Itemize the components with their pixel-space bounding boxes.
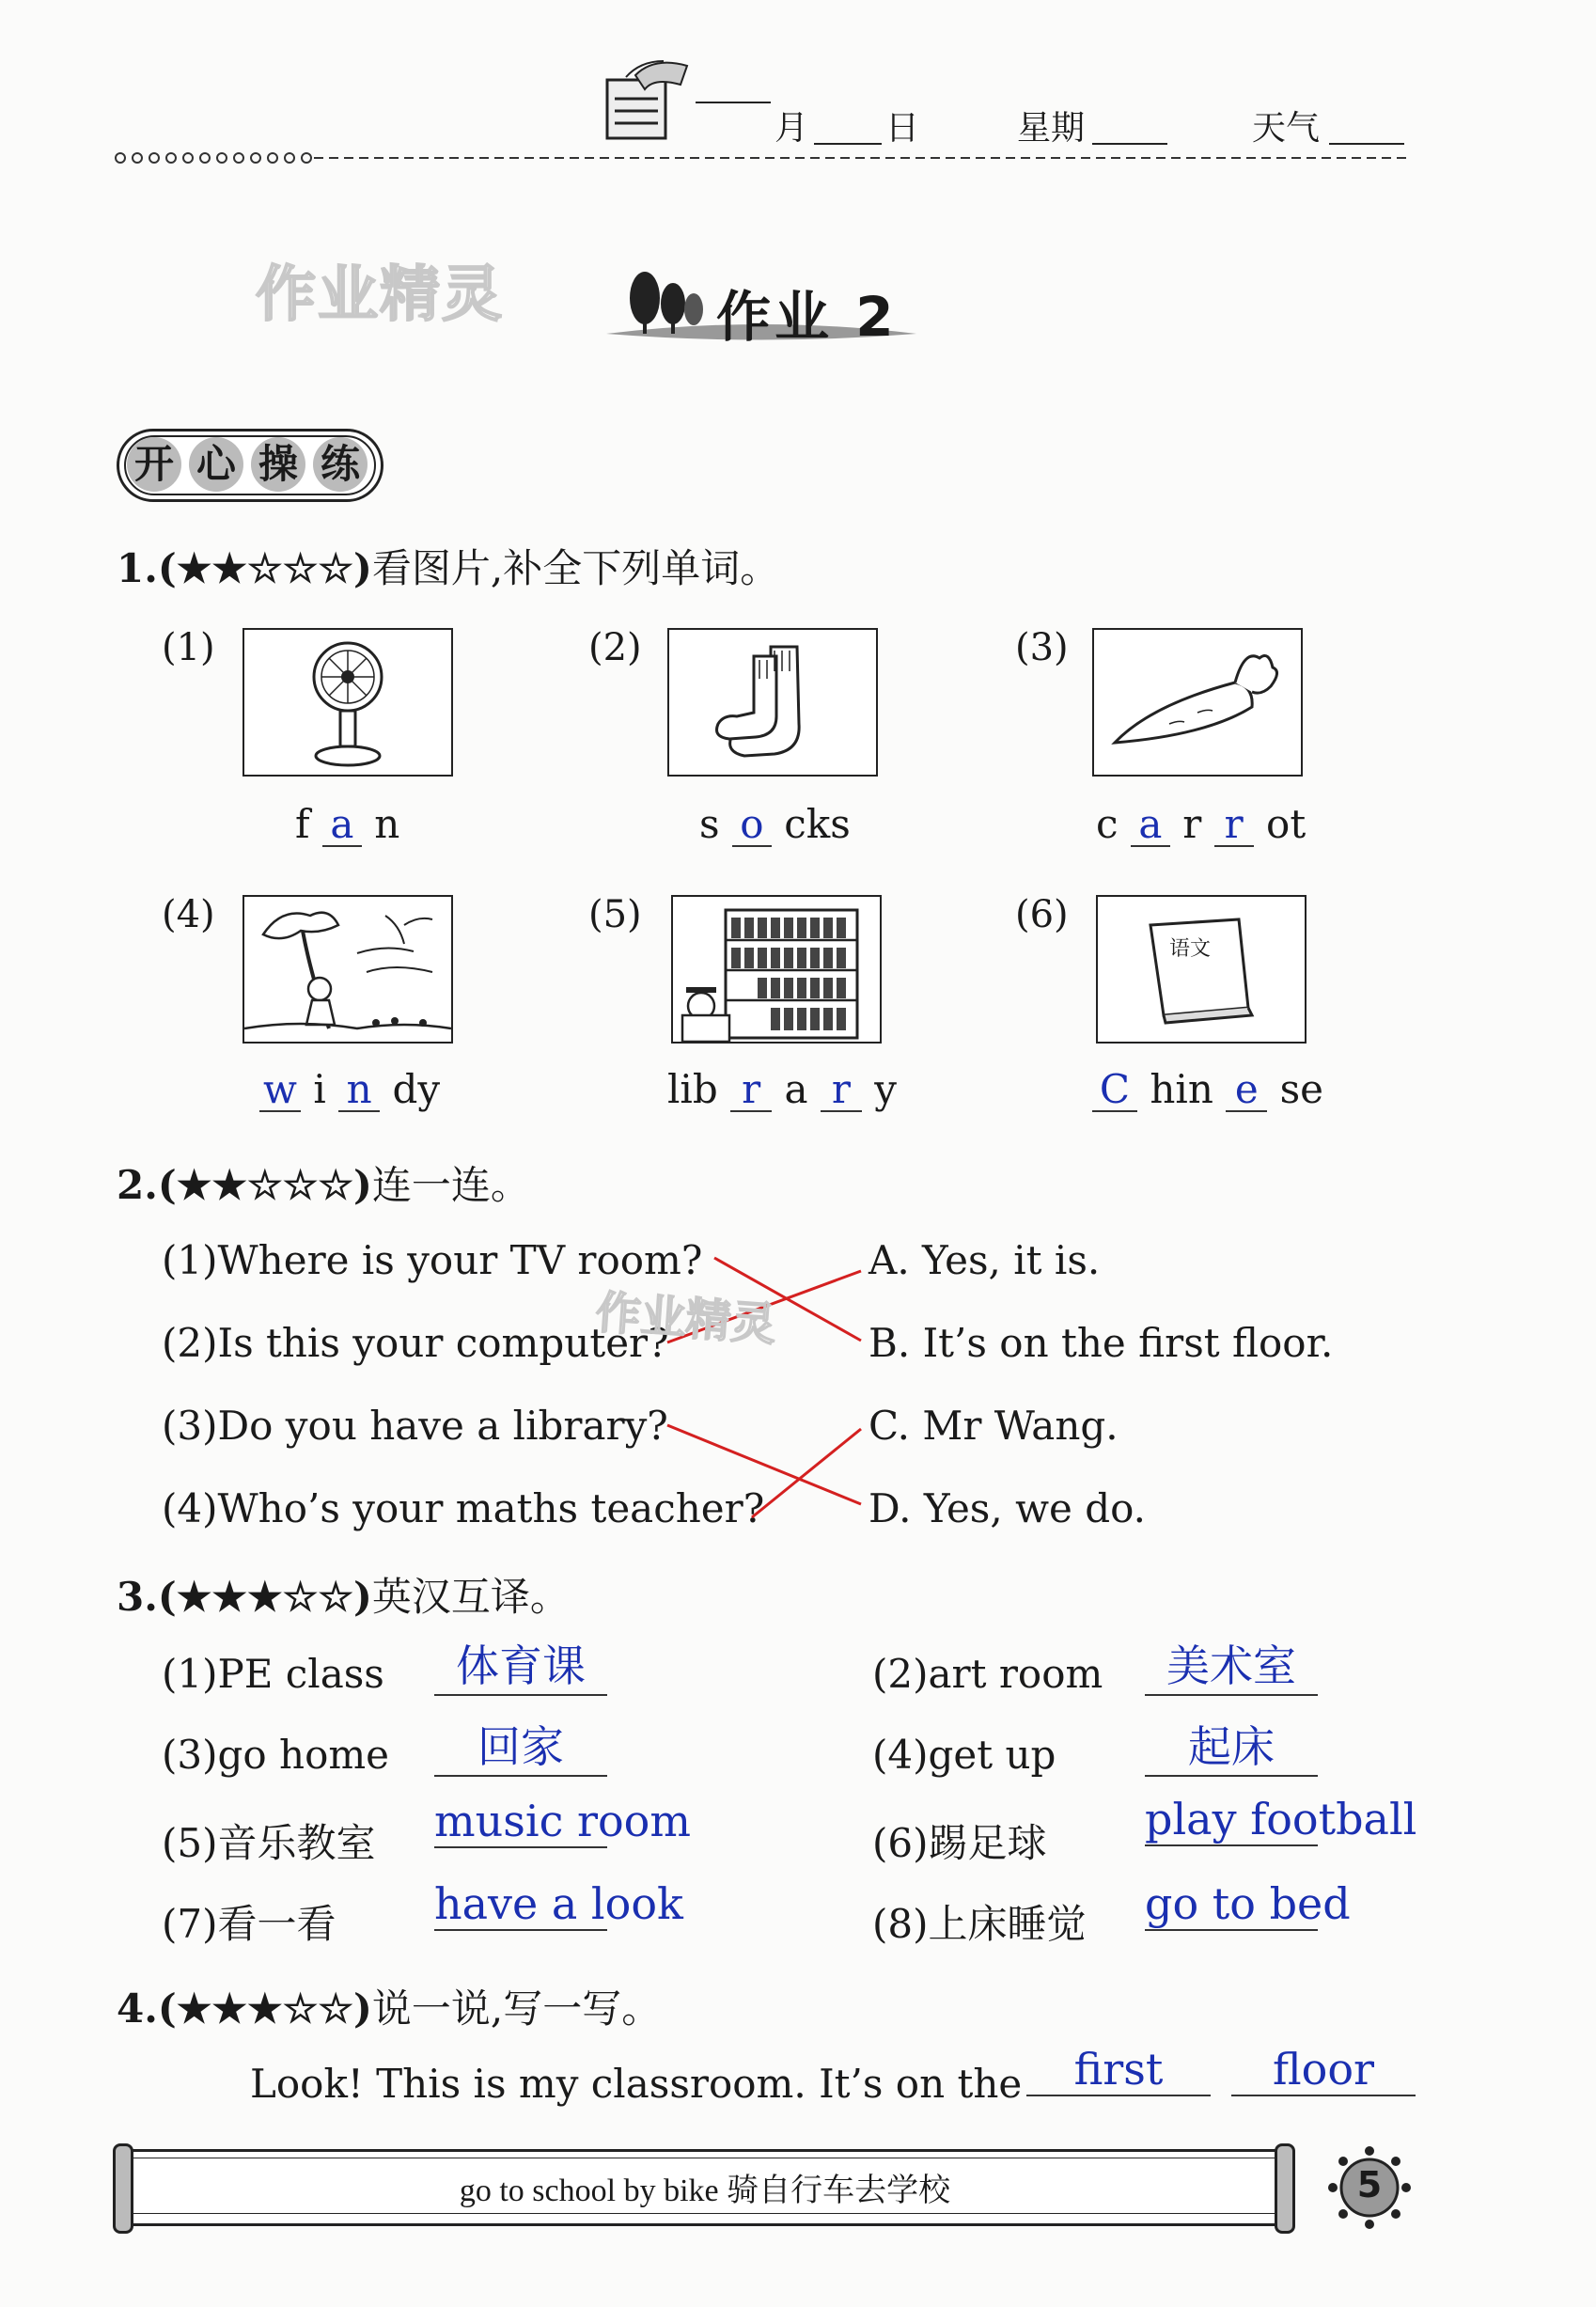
word-fill: c a r r ot	[1096, 801, 1307, 847]
badge-char: 开	[127, 437, 181, 492]
answer-blank[interactable]: a	[322, 804, 362, 847]
answer-blank[interactable]: r	[730, 1069, 772, 1112]
translate-prompt: (5)音乐教室	[162, 1820, 376, 1866]
translate-prompt: (4)get up	[872, 1732, 1056, 1778]
item-number: (4)	[162, 893, 215, 936]
translate-answer[interactable]: 体育课	[434, 1632, 607, 1696]
answer-blank[interactable]: a	[1131, 804, 1170, 847]
translate-answer[interactable]: 回家	[434, 1713, 607, 1777]
translate-answer[interactable]: music room	[434, 1796, 691, 1846]
match-right-item[interactable]: C. Mr Wang.	[868, 1403, 1119, 1449]
answer-blank[interactable]: C	[1092, 1069, 1137, 1112]
day-label: 日	[885, 109, 920, 148]
match-left-item[interactable]: (1)Where is your TV room?	[162, 1237, 703, 1283]
item-number: (2)	[588, 626, 642, 669]
weather-label: 天气	[1252, 109, 1321, 148]
question-number: 4.	[117, 1985, 158, 2032]
translate-answer[interactable]: play football	[1145, 1794, 1417, 1844]
match-right-item[interactable]: B. It’s on the first floor.	[868, 1320, 1334, 1366]
translate-prompt: (6)踢足球	[872, 1820, 1047, 1866]
q4-answer[interactable]: floor	[1231, 2044, 1416, 2096]
word-fill: lib r a r y	[667, 1066, 897, 1112]
book-label: 语文	[1169, 937, 1212, 961]
translate-answer[interactable]: have a look	[434, 1878, 683, 1929]
badge-char: 心	[189, 437, 243, 492]
translate-prompt: (7)看一看	[162, 1901, 336, 1947]
answer-blank[interactable]: r	[1214, 804, 1254, 847]
answer-blank[interactable]: r	[821, 1069, 862, 1112]
item-number: (5)	[588, 893, 642, 936]
match-left-item[interactable]: (3)Do you have a library?	[162, 1403, 668, 1449]
match-left-item[interactable]: (2)Is this your computer?	[162, 1320, 669, 1366]
badge-char: 练	[313, 437, 368, 492]
question-instruction: 看图片,补全下列单词。	[371, 545, 780, 591]
scroll-end	[113, 2143, 133, 2234]
answer-blank[interactable]: w	[259, 1069, 301, 1112]
difficulty-stars: (★★★☆☆)	[157, 1985, 372, 2032]
match-right-item[interactable]: D. Yes, we do.	[868, 1485, 1147, 1531]
word-fill: s o cks	[699, 801, 851, 847]
answer-blank[interactable]: n	[338, 1069, 380, 1112]
month-label: 月	[775, 109, 809, 148]
translate-prompt: (3)go home	[162, 1732, 390, 1778]
match-line	[667, 1425, 861, 1504]
watermark: 作业精灵	[593, 1286, 778, 1352]
question-number: 2.	[117, 1162, 158, 1208]
q4-sentence: Look! This is my classroom. It’s on the	[250, 2061, 1023, 2107]
badge-char: 操	[251, 437, 305, 492]
q4-answer[interactable]: first	[1026, 2044, 1211, 2096]
answer-blank[interactable]: e	[1226, 1069, 1267, 1112]
item-number: (6)	[1015, 893, 1069, 936]
footer-text: go to school by bike 骑自行车去学校	[459, 2174, 951, 2208]
match-left-item[interactable]: (4)Who’s your maths teacher?	[162, 1485, 765, 1531]
match-right-item[interactable]: A. Yes, it is.	[868, 1237, 1101, 1283]
page-title: 作业 2	[716, 285, 898, 349]
question-instruction: 连一连。	[371, 1162, 530, 1208]
match-line	[752, 1429, 861, 1517]
question-instruction: 英汉互译。	[371, 1574, 570, 1620]
item-number: (1)	[162, 626, 215, 669]
question-number: 1.	[117, 545, 158, 591]
translate-prompt: (8)上床睡觉	[872, 1901, 1087, 1947]
word-fill: w i n dy	[259, 1066, 440, 1112]
translate-answer[interactable]: 起床	[1145, 1713, 1318, 1777]
translate-prompt: (2)art room	[872, 1651, 1103, 1697]
translate-prompt: (1)PE class	[162, 1651, 384, 1697]
translate-answer[interactable]: go to bed	[1145, 1878, 1351, 1929]
page-number: 5	[1356, 2164, 1383, 2205]
question-instruction: 说一说,写一写。	[371, 1985, 662, 2032]
difficulty-stars: (★★☆☆☆)	[157, 1162, 372, 1208]
question-number: 3.	[117, 1574, 158, 1620]
difficulty-stars: (★★☆☆☆)	[157, 545, 372, 591]
weekday-label: 星期	[1017, 109, 1086, 148]
word-fill: C hin e se	[1092, 1066, 1323, 1112]
answer-blank[interactable]: o	[732, 804, 772, 847]
translate-answer[interactable]: 美术室	[1145, 1632, 1318, 1696]
item-number: (3)	[1015, 626, 1069, 669]
word-fill: f a n	[295, 801, 400, 847]
watermark: 作业精灵	[256, 260, 504, 330]
difficulty-stars: (★★★☆☆)	[157, 1574, 372, 1620]
